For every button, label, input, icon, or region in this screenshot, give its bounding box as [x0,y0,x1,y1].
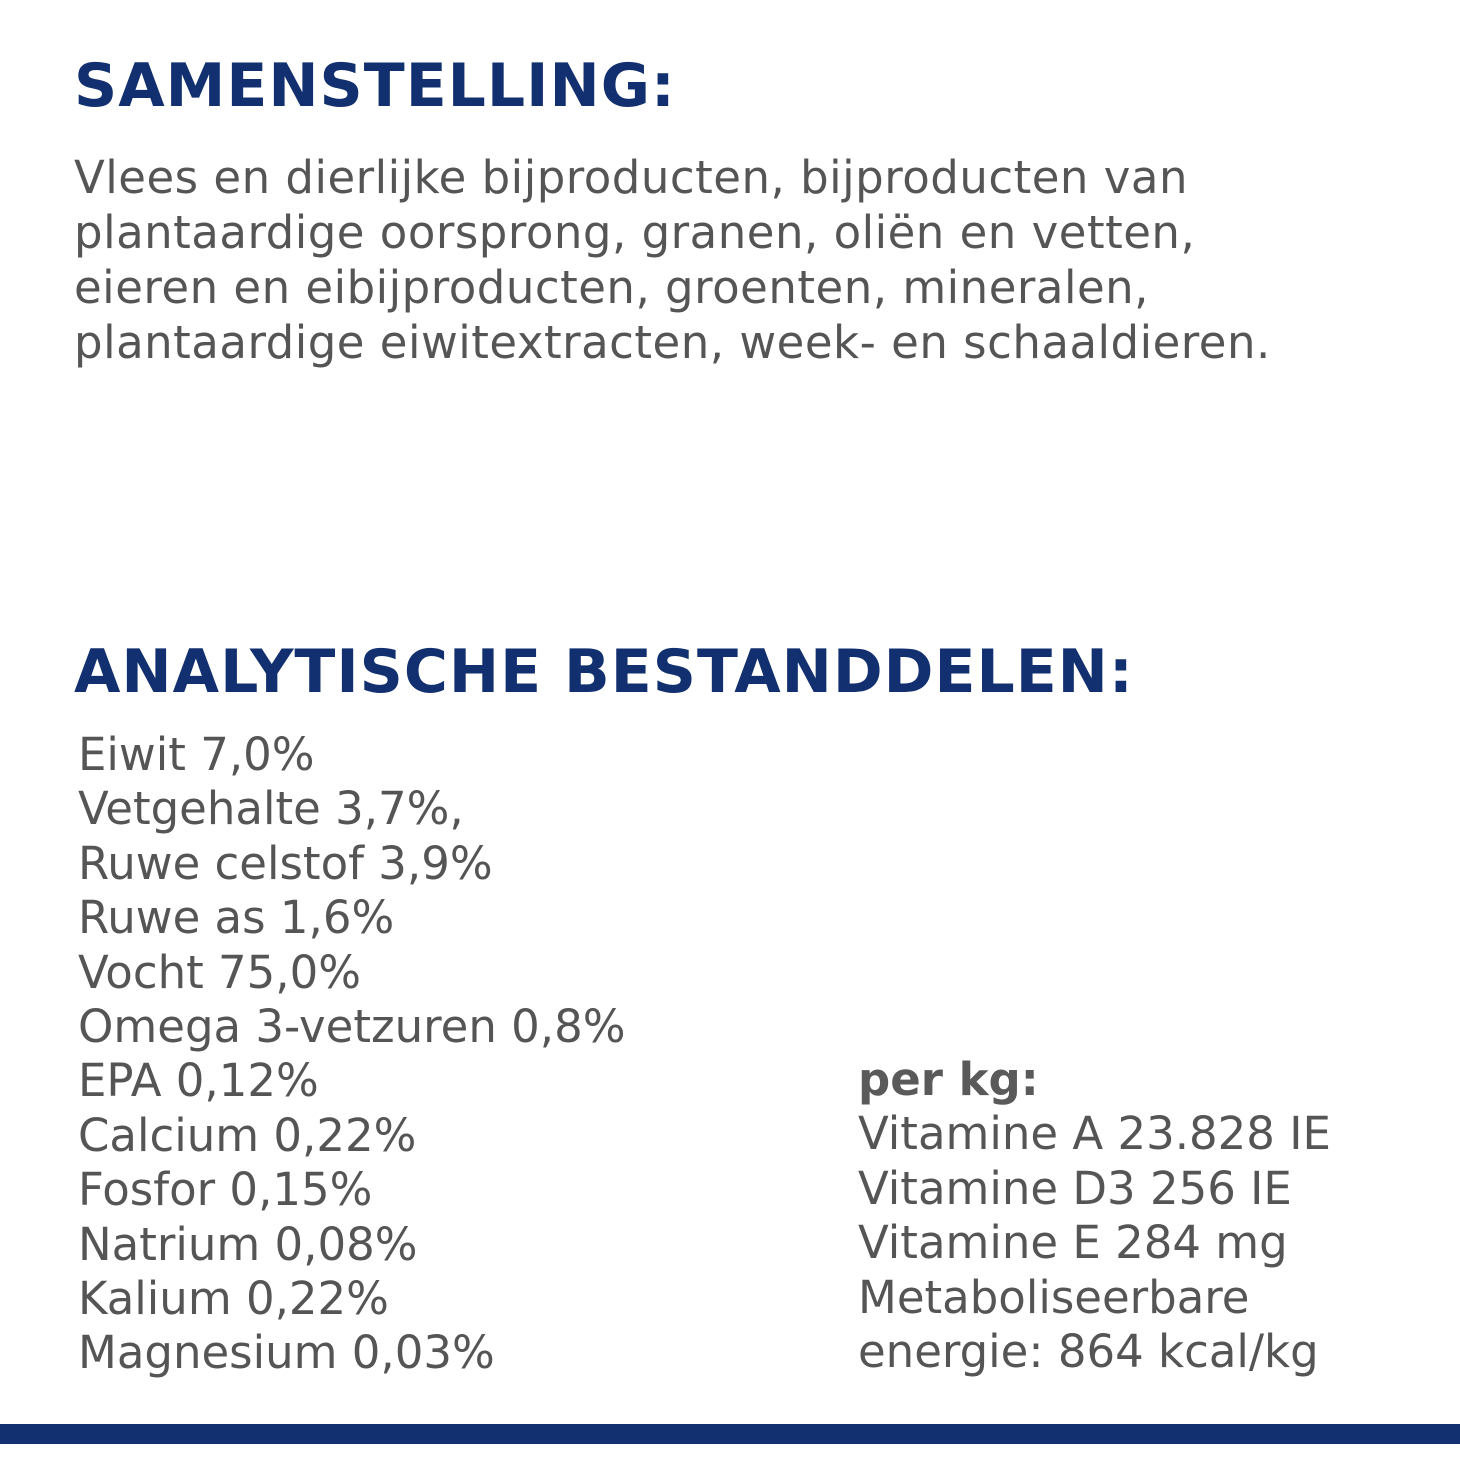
composition-line: Vlees en dierlijke bijproducten, bijproducten van [74,151,1188,204]
per-kg-item-vitamine-a: Vitamine A 23.828 IE [858,1107,1331,1161]
composition-heading: SAMENSTELLING: [74,51,676,121]
analysis-item-kalium: Kalium 0,22% [78,1272,389,1326]
composition-line: plantaardige oorsprong, granen, oliën en vetten, [74,206,1196,259]
composition-line: plantaardige eiwitextracten, week- en schaaldieren. [74,316,1271,369]
per-kg-item-vitamine-d3: Vitamine D3 256 IE [858,1161,1292,1215]
per-kg-item-energie-value: energie: 864 kcal/kg [858,1325,1319,1379]
analysis-list [78,728,626,1381]
analysis-item-eiwit: Eiwit 7,0% [78,728,315,781]
analysis-item-calcium: Calcium 0,22% [78,1108,417,1162]
per-kg-heading: per kg: [858,1053,1039,1106]
bottom-divider-bar [0,1424,1460,1444]
analysis-item-omega3: Omega 3-vetzuren 0,8% [78,1000,626,1054]
analysis-item-vetgehalte: Vetgehalte 3,7%, [78,782,464,836]
analysis-item-ruwe-celstof: Ruwe celstof 3,9% [78,836,493,890]
analysis-item-fosfor: Fosfor 0,15% [78,1163,373,1217]
per-kg-item-energie-label: Metaboliseerbare [858,1270,1250,1324]
analysis-item-ruwe-as: Ruwe as 1,6% [78,891,395,945]
analysis-item-vocht: Vocht 75,0% [78,945,361,999]
analysis-item-natrium: Natrium 0,08% [78,1217,418,1271]
composition-text [74,150,1271,370]
per-kg-item-vitamine-e: Vitamine E 284 mg [858,1216,1288,1270]
analysis-item-epa: EPA 0,12% [78,1054,319,1108]
composition-line: eieren en eibijproducten, groenten, mineralen, [74,261,1149,314]
analysis-item-magnesium: Magnesium 0,03% [78,1326,495,1380]
per-kg-list [858,1053,1331,1379]
analysis-heading: ANALYTISCHE BESTANDDELEN: [74,637,1134,707]
